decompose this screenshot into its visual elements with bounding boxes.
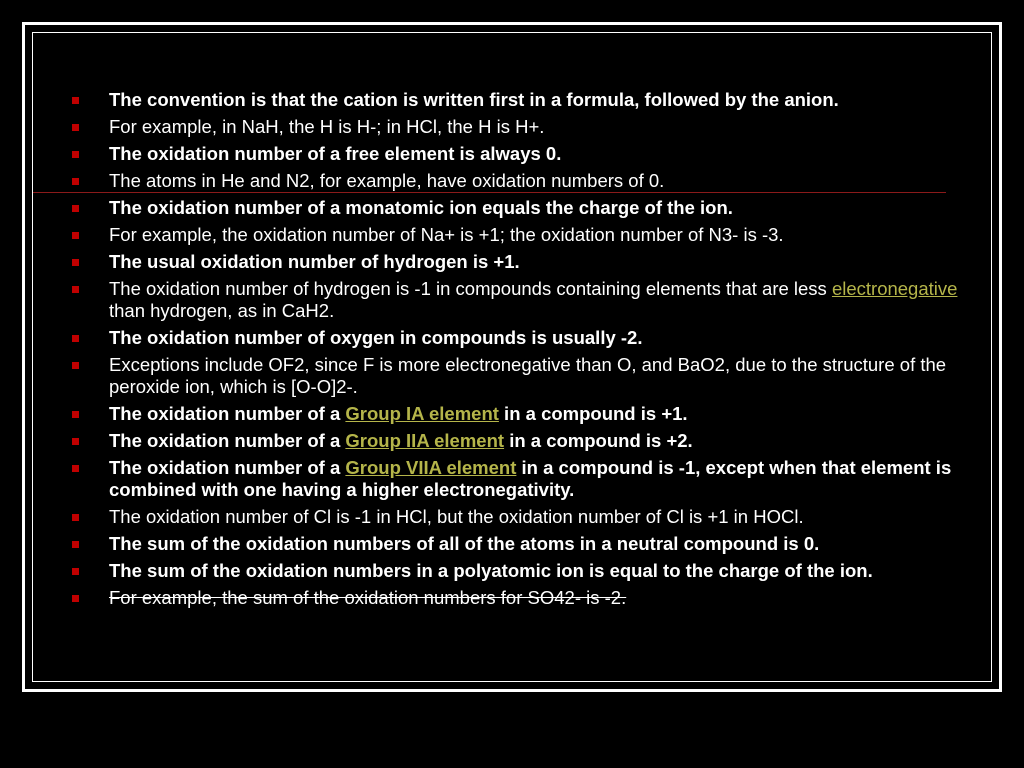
bullet-item (72, 116, 972, 138)
hyperlink[interactable]: electronegative (831, 278, 958, 299)
hyperlink[interactable]: Group IA element (345, 403, 499, 424)
hyperlink[interactable]: Group VIIA element (345, 457, 517, 478)
text-run: in a compound is +2. (504, 430, 693, 451)
square-bullet-icon (72, 541, 79, 548)
square-bullet-icon (72, 438, 79, 445)
bullet-item (72, 430, 972, 452)
text-run: than hydrogen, as in CaH2. (109, 300, 335, 321)
bullet-text (109, 89, 839, 110)
square-bullet-icon (72, 124, 79, 131)
text-run: The oxidation number of a monatomic ion equals the charge of the ion. (109, 197, 733, 218)
text-run: Exceptions include OF2, since F is more electronegative than O, and BaO2, due to the structure of the peroxide ion, which is [O-O]2-. (109, 354, 947, 397)
bullet-item (72, 506, 972, 528)
text-run: The oxidation number of a (109, 457, 346, 478)
bullet-item (72, 403, 972, 425)
bullet-item (72, 327, 972, 349)
bullet-item (72, 533, 972, 555)
square-bullet-icon (72, 465, 79, 472)
bullet-text (109, 403, 688, 424)
text-run: The sum of the oxidation numbers in a polyatomic ion is equal to the charge of the ion. (109, 560, 873, 581)
text-run: The oxidation number of a (109, 430, 346, 451)
text-run: For example, the oxidation number of Na+ is +1; the oxidation number of N3- is -3. (109, 224, 784, 245)
square-bullet-icon (72, 568, 79, 575)
text-run: The oxidation number of hydrogen is -1 in compounds containing elements that are less (109, 278, 832, 299)
text-run: For example, in NaH, the H is H-; in HCl, the H is H+. (109, 116, 545, 137)
square-bullet-icon (72, 595, 79, 602)
square-bullet-icon (72, 232, 79, 239)
bullet-text (109, 327, 642, 348)
bullet-item (72, 587, 972, 609)
bullet-text (109, 116, 544, 137)
bullet-text (109, 457, 951, 500)
square-bullet-icon (72, 97, 79, 104)
hyperlink[interactable]: Group IIA element (345, 430, 505, 451)
bullet-text (109, 143, 561, 164)
bullet-text (109, 506, 804, 527)
square-bullet-icon (72, 411, 79, 418)
text-run: The convention is that the cation is written first in a formula, followed by the anion. (109, 89, 839, 110)
bullet-item (72, 143, 972, 165)
square-bullet-icon (72, 362, 79, 369)
bullet-item (72, 170, 972, 192)
text-run: For example, the sum of the oxidation numbers for SO42- is -2. (109, 587, 627, 608)
bullet-text (109, 251, 520, 272)
bullet-text (109, 587, 626, 608)
bullet-text (109, 560, 873, 581)
text-run: The oxidation number of oxygen in compounds is usually -2. (109, 327, 643, 348)
bullet-item (72, 457, 972, 501)
bullet-text (109, 533, 819, 554)
text-run: The oxidation number of Cl is -1 in HCl, but the oxidation number of Cl is +1 in HOCl. (109, 506, 804, 527)
bullet-item (72, 560, 972, 582)
bullet-text (109, 354, 946, 397)
text-run: The oxidation number of a (109, 403, 346, 424)
bullet-item (72, 278, 972, 322)
square-bullet-icon (72, 205, 79, 212)
bullet-item (72, 89, 972, 111)
text-run: in a compound is +1. (498, 403, 688, 424)
text-run: The atoms in He and N2, for example, have oxidation numbers of 0. (109, 170, 665, 191)
square-bullet-icon (72, 514, 79, 521)
bullet-text (109, 197, 733, 218)
square-bullet-icon (72, 286, 79, 293)
text-run: in a compound is -1, except when that element is combined with one having a higher electronegativity. (109, 457, 952, 500)
bullet-text (109, 430, 693, 451)
square-bullet-icon (72, 259, 79, 266)
text-run: The sum of the oxidation numbers of all of the atoms in a neutral compound is 0. (109, 533, 820, 554)
square-bullet-icon (72, 151, 79, 158)
bullet-item (72, 224, 972, 246)
bullet-text (109, 170, 664, 191)
slide-content (72, 89, 972, 614)
bullet-list (72, 89, 972, 609)
text-run: The usual oxidation number of hydrogen is +1. (109, 251, 520, 272)
bullet-text (109, 224, 784, 245)
square-bullet-icon (72, 178, 79, 185)
bullet-text (109, 278, 957, 321)
bullet-item (72, 251, 972, 273)
square-bullet-icon (72, 335, 79, 342)
bullet-item (72, 354, 972, 398)
text-run: The oxidation number of a free element is always 0. (109, 143, 562, 164)
bullet-item (72, 197, 972, 219)
